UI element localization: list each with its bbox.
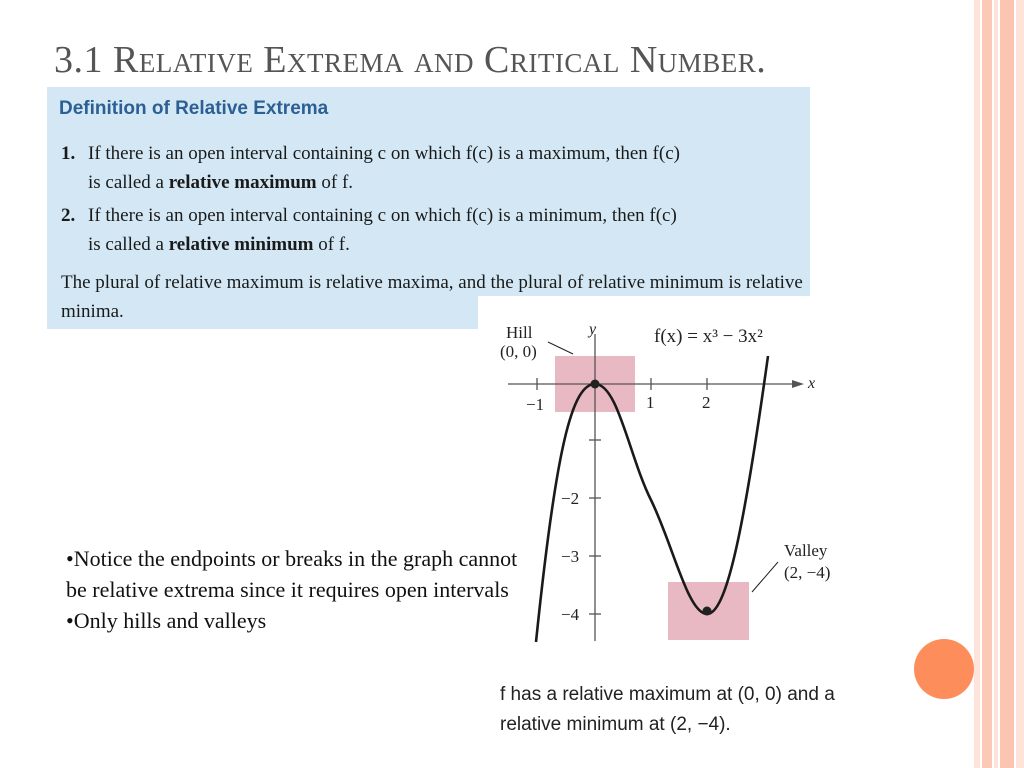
definition-item-2 [61, 201, 806, 259]
definition-plural-note: The plural of relative maximum is relative maxima, and the plural of relative minimum is relative minima. [61, 272, 803, 322]
y-tick-label: −2 [561, 489, 580, 508]
function-label: f(x) = x³ − 3x² [654, 326, 763, 347]
valley-point [703, 607, 712, 616]
caption-line: f has a relative maximum at (0, 0) and a [500, 684, 835, 705]
decorative-circle [914, 639, 974, 699]
stripe [1000, 0, 1014, 768]
hill-point [591, 380, 600, 389]
slide-title: 3.1 Relative Extrema and Critical Number. [54, 39, 767, 81]
valley-label: Valley [784, 541, 828, 560]
graph-caption [500, 680, 835, 740]
stripe [982, 0, 992, 768]
item-text: If there is an open interval containing c on which f(c) is a minimum, then f(c) [88, 205, 677, 226]
x-tick-label: −1 [526, 395, 545, 414]
stripe [974, 0, 980, 768]
x-axis-label: x [808, 375, 816, 392]
definition-heading: Definition of Relative Extrema [59, 98, 329, 119]
term-relative-minimum: relative minimum [168, 234, 314, 255]
decorative-stripes [974, 0, 1024, 768]
hill-pointer [548, 342, 573, 354]
item-text: If there is an open interval containing c on which f(c) is a maximum, then f(c) [88, 143, 680, 164]
y-tick-label: −3 [561, 547, 580, 566]
bullet-item: •Only hills and valleys [66, 608, 267, 633]
term-relative-maximum: relative maximum [168, 172, 317, 193]
function-graph [478, 296, 840, 648]
item-text: is called a [88, 234, 169, 255]
item-number: 1. [61, 143, 76, 164]
item-text: of f. [313, 234, 350, 255]
bullet-list [66, 543, 526, 636]
definition-item-1 [61, 139, 806, 197]
hill-label: Hill [506, 323, 533, 342]
x-axis-arrow [792, 380, 804, 388]
y-axis-label: y [589, 321, 597, 338]
valley-pointer [752, 562, 778, 592]
x-tick-label: 1 [646, 393, 655, 412]
bullet-item: •Notice the endpoints or breaks in the graph cannot be relative extrema since it requires open intervals [66, 546, 518, 602]
item-text: of f. [316, 172, 354, 193]
stripe [1016, 0, 1024, 768]
caption-line: relative minimum at (2, −4). [500, 714, 731, 735]
x-tick-label: 2 [702, 393, 711, 412]
hill-coordinates: (0, 0) [500, 342, 537, 361]
stripe [994, 0, 998, 768]
y-tick-label: −4 [561, 605, 580, 624]
item-number: 2. [61, 205, 76, 226]
item-text: is called a [88, 172, 169, 193]
valley-coordinates: (2, −4) [784, 563, 831, 582]
